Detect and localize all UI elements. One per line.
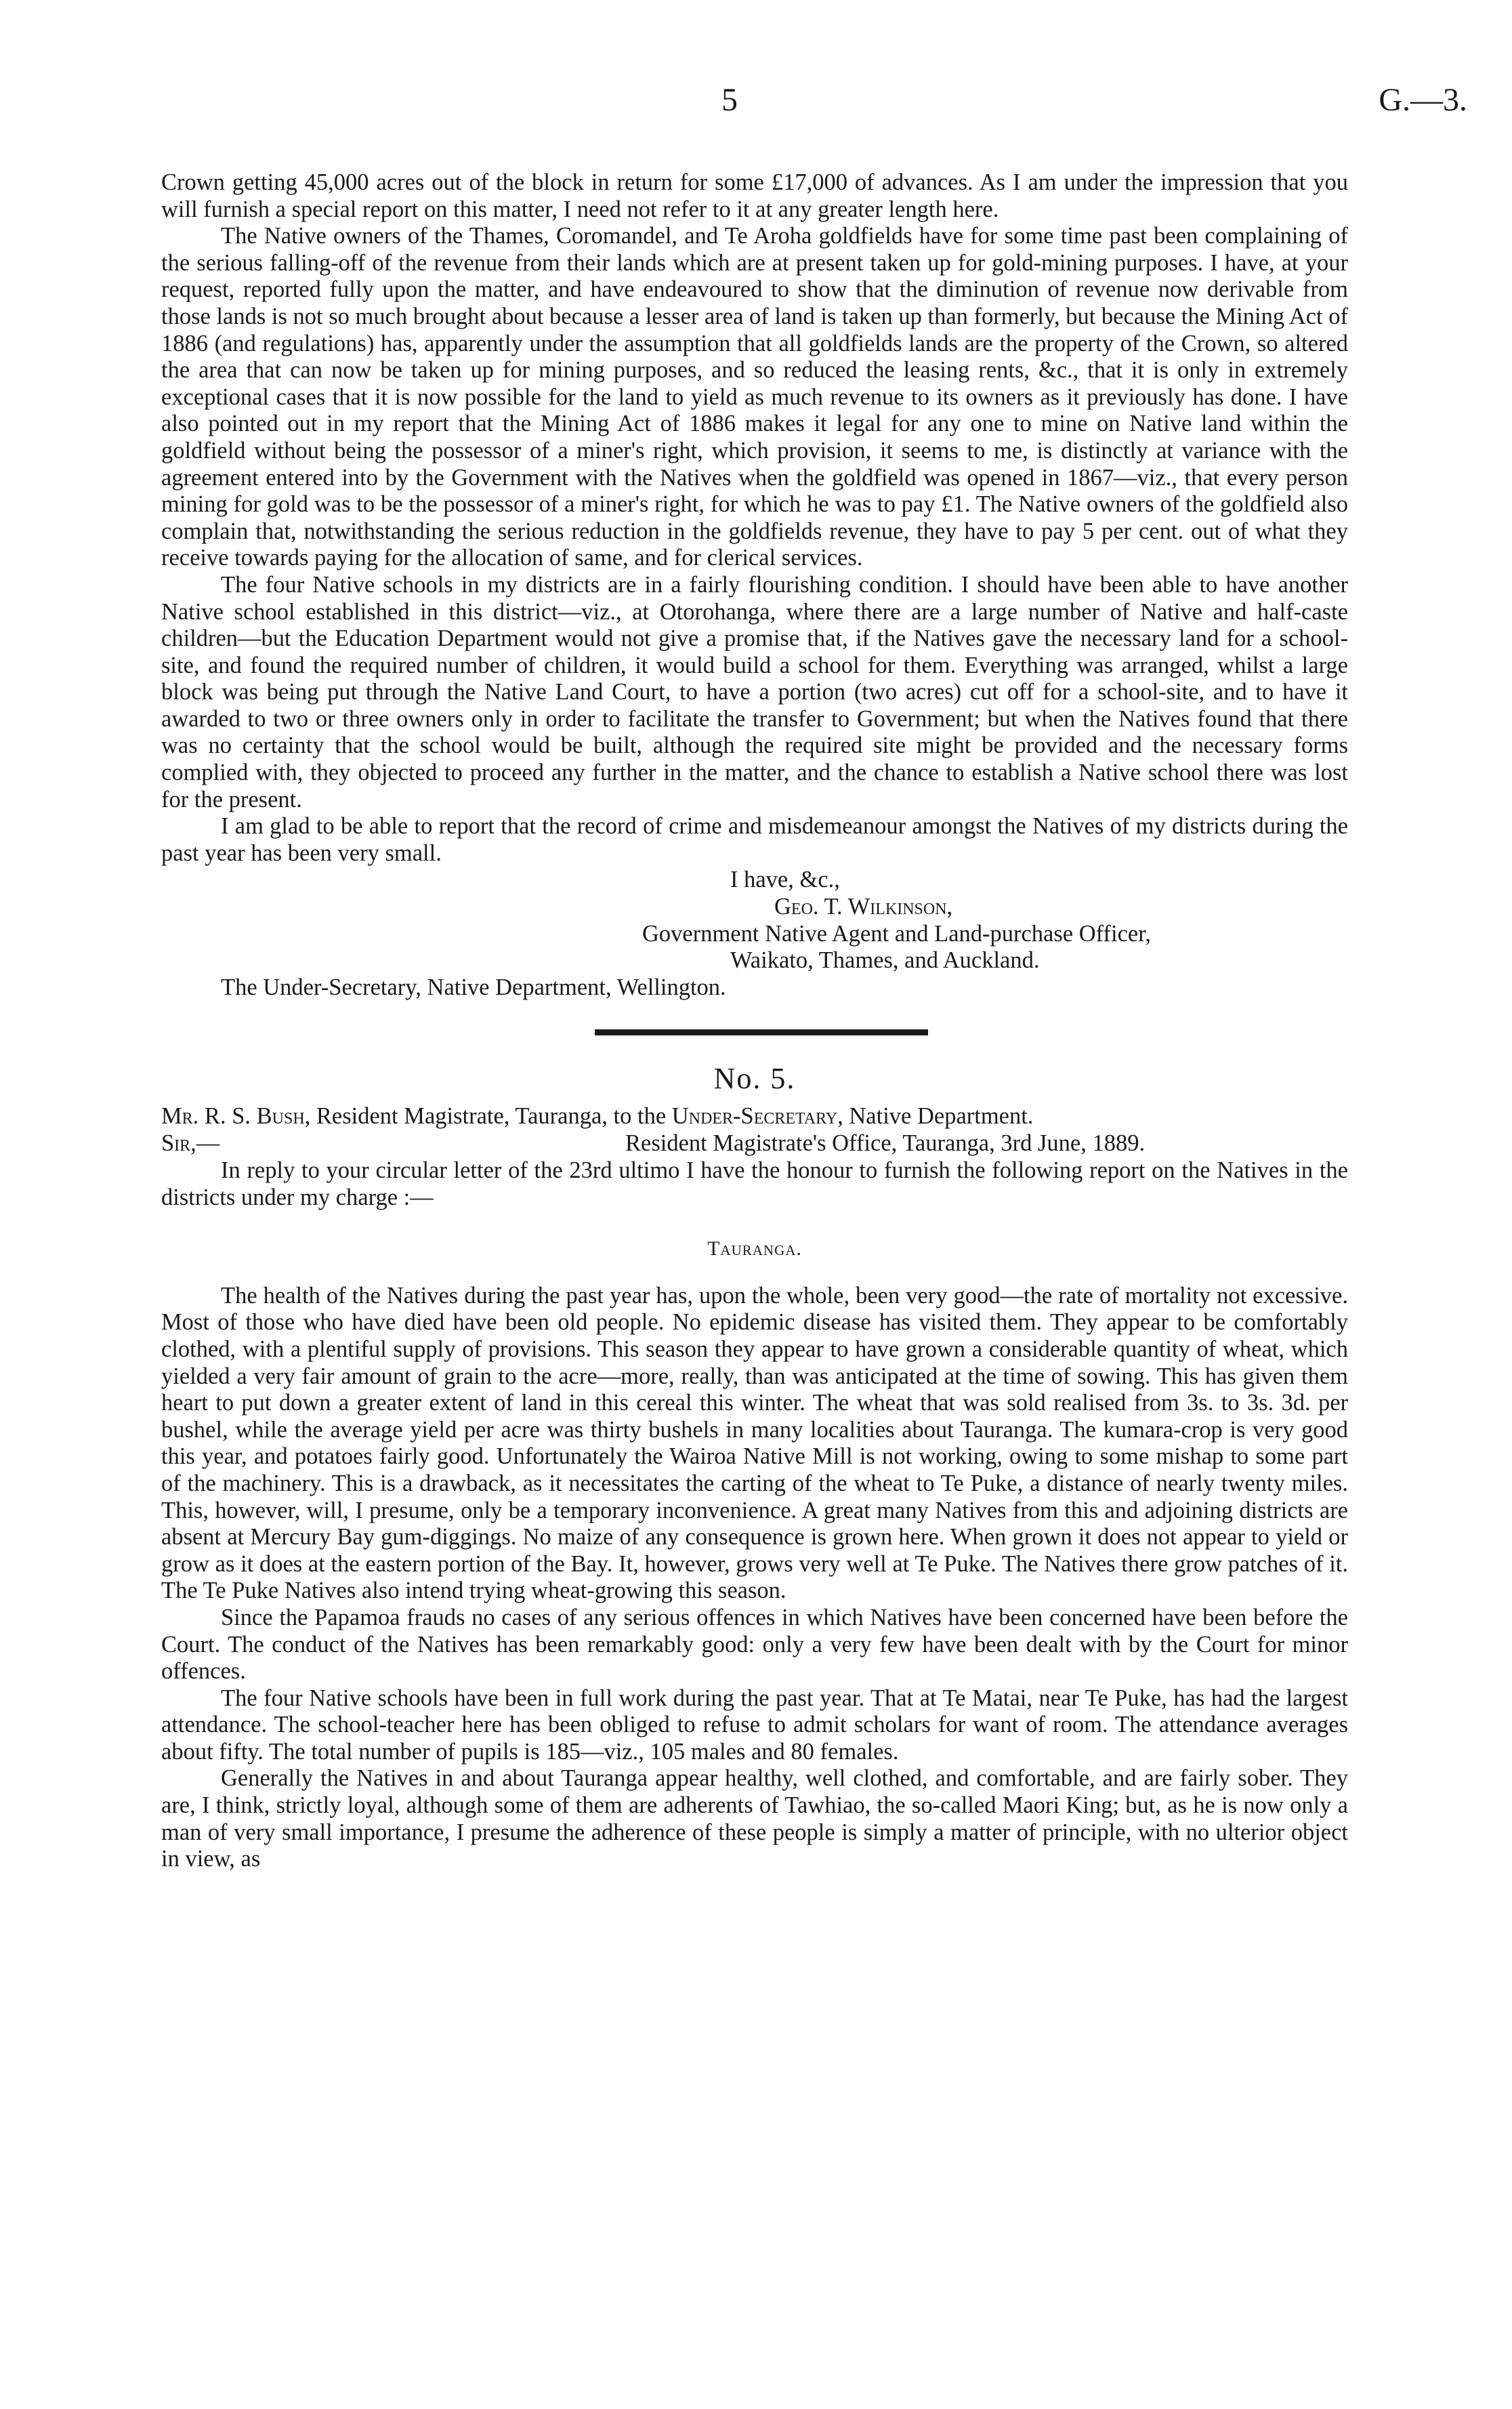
paragraph: I am glad to be able to report that the record of crime and misdemeanour amongst the Natives of my districts during the past year has been very small. [161, 813, 1348, 866]
page-body [161, 169, 1348, 1873]
intro-paragraph: In reply to your circular letter of the 23rd ultimo I have the honour to furnish the following report on the Natives in the districts under my charge :— [161, 1157, 1348, 1210]
signatory: Geo. T. Wilkinson, [774, 894, 953, 920]
paragraph: Crown getting 45,000 acres out of the block in return for some £17,000 of advances. As I am under the impression that you will furnish a special report on this matter, I need not refer to it at any greater length here. [161, 169, 1348, 222]
section-heading: Tauranga. [707, 1237, 802, 1260]
section-divider [595, 1029, 928, 1035]
office-dateline: Resident Magistrate's Office, Tauranga, 3rd June, 1889. [625, 1130, 1146, 1156]
page-number: 5 [721, 82, 738, 118]
signatory-location: Waikato, Thames, and Auckland. [730, 947, 1040, 974]
document-code: G.—3. [1379, 82, 1467, 118]
salutation: Sir,— [161, 1130, 220, 1156]
paragraph: Since the Papamoa frauds no cases of any serious offences in which Natives have been concerned have been before the Court. The conduct of the Natives has been remarkably good: only a very few have been dealt with by the Court for minor offences. [161, 1604, 1348, 1685]
recipient-details: , Native Department. [837, 1103, 1034, 1130]
sender-name: Mr. R. S. Bush [161, 1103, 305, 1130]
salutation-row [161, 1130, 1348, 1157]
paragraph: Generally the Natives in and about Tauranga appear healthy, well clothed, and comfortable, and are fairly sober. They are, I think, strictly loyal, although some of them are adherents of Tawhiao, the so-called Maori King; but, as he is now only a man of very small importance, I presume the adherence of these people is simply a matter of principle, with no ulterior object in view, as [161, 1765, 1348, 1872]
recipient-name: Under-Secretary [671, 1103, 838, 1130]
closing: I have, &c., [730, 867, 840, 893]
letter-address-line [161, 1103, 1348, 1130]
page-header [0, 81, 1512, 136]
letter-number-heading: No. 5. [713, 1062, 796, 1096]
paragraph: The health of the Natives during the past year has, upon the whole, been very good—the rate of mortality not excessive. Most of those who have died have been old people. No epidemic disease has visited them. They appear to be comfortably clothed, with a plentiful supply of provisions. This season they appear to have grown a considerable quantity of wheat, which yielded a very fair amount of grain to the acre—more, really, than was anticipated at the time of sowing. This has given them heart to put down a greater extent of land in this cereal this winter. The wheat that was sold realised from 3s. to 3s. 3d. per bushel, while the average yield per acre was thirty bushels in many localities about Tauranga. The kumara-crop is very good this year, and potatoes fairly good. Unfortunately the Wairoa Native Mill is not working, owing to some mishap to some part of the machinery. This is a drawback, as it necessitates the carting of the wheat to Te Puke, a distance of nearly twenty miles. This, however, will, I presume, only be a temporary inconvenience. A great many Natives from this and adjoining districts are absent at Mercury Bay gum-diggings. No maize of any consequence is grown here. When grown it does not appear to yield or grow as it does at the eastern portion of the Bay. It, however, grows very well at Te Puke. The Natives there grow patches of it. The Te Puke Natives also intend trying wheat-growing this season. [161, 1282, 1348, 1604]
paragraph: The four Native schools in my districts are in a fairly flourishing condition. I should have been able to have another Native school established in this district—viz., at Otorohanga, where there are a large number of Native and half-caste children—but the Education Department would not give a promise that, if the Natives gave the necessary land for a school-site, and found the required number of children, it would build a school for them. Everything was arranged, whilst a large block was being put through the Native Land Court, to have a portion (two acres) cut off for a school-site, and to have it awarded to two or three owners only in order to facilitate the transfer to Government; but when the Natives found that there was no certainty that the school would be built, although the required site might be provided and the necessary forms complied with, they objected to proceed any further in the matter, and the chance to establish a Native school there was lost for the present. [161, 571, 1348, 812]
sender-details: , Resident Magistrate, Tauranga, to the [304, 1103, 672, 1130]
signatory-title: Government Native Agent and Land-purchase Officer, [642, 920, 1151, 947]
addressee: The Under-Secretary, Native Department, Wellington. [221, 974, 726, 1000]
paragraph: The four Native schools have been in full work during the past year. That at Te Matai, near Te Puke, has had the largest attendance. The school-teacher here has been obliged to refuse to admit scholars for want of room. The attendance averages about fifty. The total number of pupils is 185—viz., 105 males and 80 females. [161, 1685, 1348, 1765]
paragraph: The Native owners of the Thames, Coromandel, and Te Aroha goldfields have for some time past been complaining of the serious falling-off of the revenue from their lands which are at present taken up for gold-mining purposes. I have, at your request, reported fully upon the matter, and have endeavoured to show that the diminution of revenue now derivable from those lands is not so much brought about because a lesser area of land is taken up than formerly, but because the Mining Act of 1886 (and regulations) has, apparently under the assumption that all goldfields lands are the property of the Crown, so altered the area that can now be taken up for mining purposes, and so reduced the leasing rents, &c., that it is only in extremely exceptional cases that it is now possible for the land to yield as much revenue to its owners as it previously has done. I have also pointed out in my report that the Mining Act of 1886 makes it legal for any one to mine on Native land within the goldfield without being the possessor of a miner's right, which provision, it seems to me, is distinctly at variance with the agreement entered into by the Government with the Natives when the goldfield was opened in 1867—viz., that every person mining for gold was to be the possessor of a miner's right, for which he was to pay £1. The Native owners of the goldfield also complain that, notwithstanding the serious reduction in the goldfields revenue, they have to pay 5 per cent. out of what they receive towards paying for the allocation of same, and for clerical services. [161, 223, 1349, 571]
